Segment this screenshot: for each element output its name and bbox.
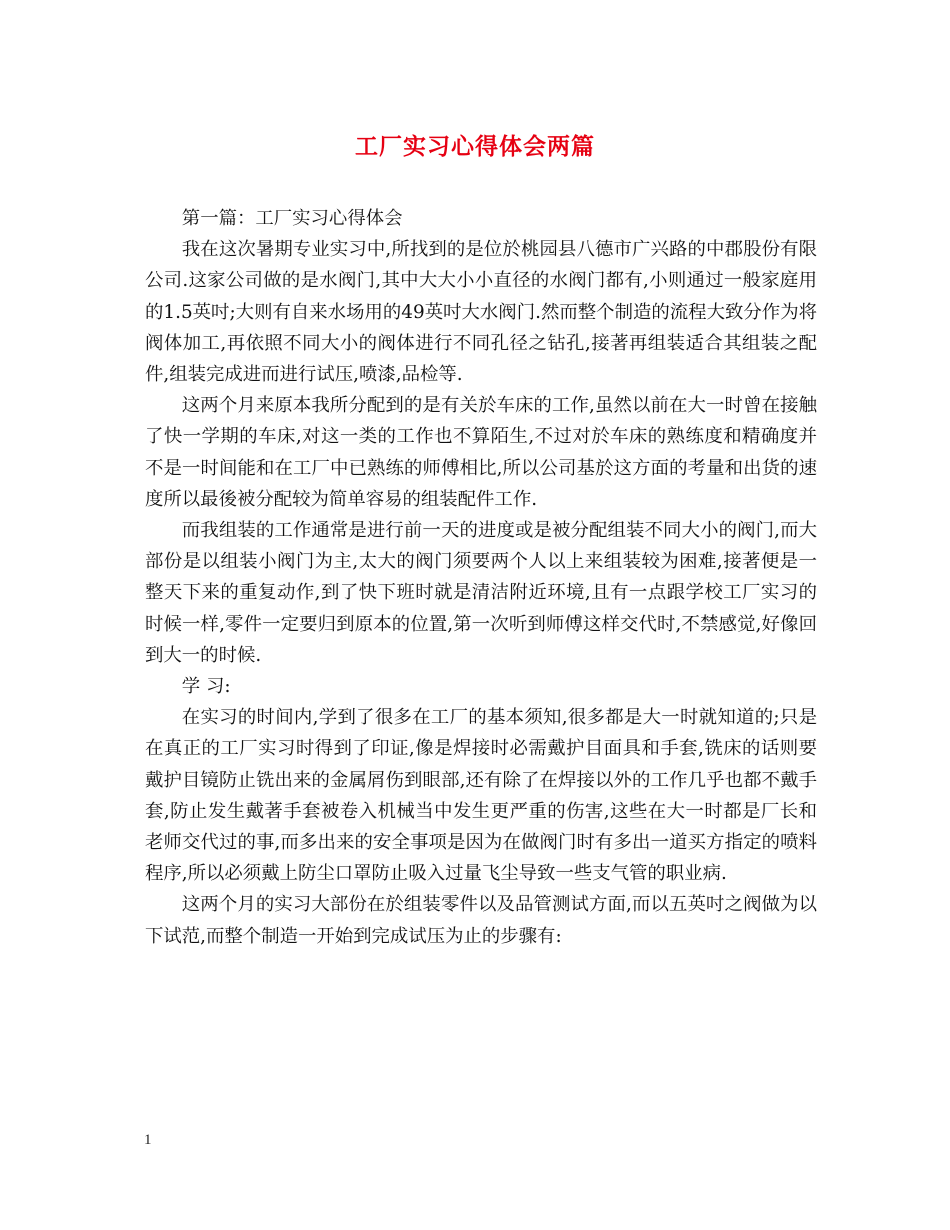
- paragraph-steps: 这两个月的实习大部份在於组装零件以及品管测试方面,而以五英吋之阀做为以下试范,而整个制造一开始到完成试压为止的步骤有:: [145, 894, 817, 947]
- paragraph-learning: 在实习的时间内,学到了很多在工厂的基本须知,很多都是大一时就知道的;只是在真正的工厂实习时得到了印证,像是焊接时必需戴护目面具和手套,铣床的话则要戴护目镜防止铣出来的金属屑伤到眼部,还有除了在焊接以外的工作几乎也都不戴手套,防止发生戴著手套被卷入机械当中发生更严重的伤害,这些在大一时都是厂长和老师交代过的事,而多出来的安全事项是因为在做阀门时有多出一道买方指定的喷料程序,所以必须戴上防尘口罩防止吸入过量飞尘导致一些支气管的职业病.: [145, 707, 817, 885]
- page-number: 1: [144, 1132, 152, 1148]
- paragraph-assembly: 而我组装的工作通常是进行前一天的进度或是被分配组装不同大小的阀门,而大部份是以组装小阀门为主,太大的阀门须要两个人以上来组装较为困难,接著便是一整天下来的重复动作,到了快下班时就是清洁附近环境,且有一点跟学校工厂实习的时候一样,零件一定要归到原本的位置,第一次听到师傅这样交代时,不禁感觉,好像回到大一的时候.: [145, 520, 817, 666]
- subheading-learning: 学 习:: [181, 676, 231, 698]
- document-title: 工厂实习心得体会两篇: [355, 133, 595, 160]
- paragraph-intro: 我在这次暑期专业实习中,所找到的是位於桃园县八德市广兴路的中郡股份有限公司.这家公司做的是水阀门,其中大大小小直径的水阀门都有,小则通过一般家庭用的1.5英吋;大则有自来水场用的49英吋大水阀门.然而整个制造的流程大致分作为将阀体加工,再依照不同大小的阀体进行不同孔径之钻孔,接著再组装适合其组装之配件,组装完成进而进行试压,喷漆,品检等.: [145, 239, 817, 386]
- paragraph-lathe-work: 这两个月来原本我所分配到的是有关於车床的工作,虽然以前在大一时曾在接触了快一学期的车床,对这一类的工作也不算陌生,不过对於车床的熟练度和精确度并不是一时间能和在工厂中已熟练的师傅相比,所以公司基於这方面的考量和出货的速度所以最後被分配较为简单容易的组装配件工作.: [145, 395, 817, 510]
- document-body: [145, 203, 817, 952]
- section-heading: 第一篇：工厂实习心得体会: [181, 208, 403, 229]
